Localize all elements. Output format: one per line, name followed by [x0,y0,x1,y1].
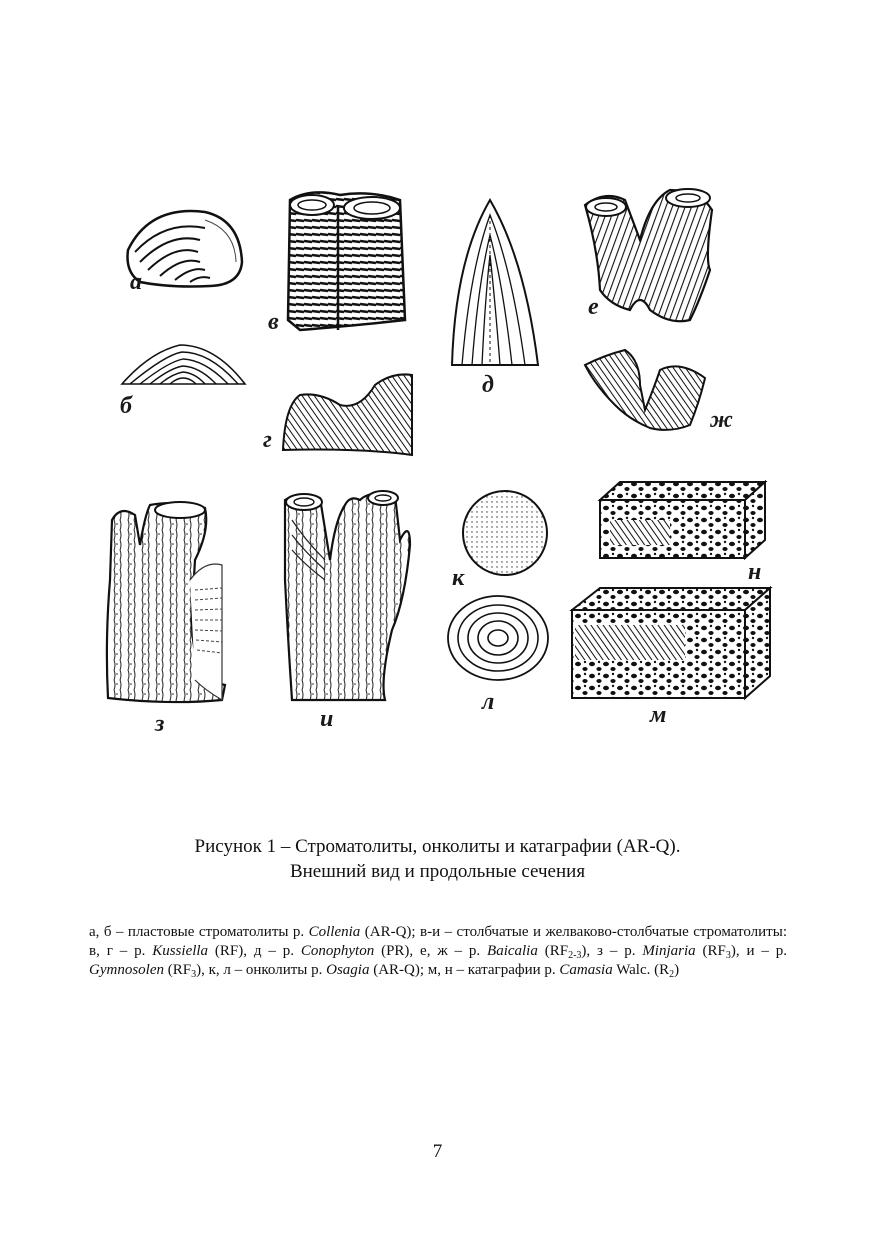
drawing-b-collenia-section [122,345,245,384]
legend-subscript: 2 [669,969,675,980]
legend-text: (RF [695,943,726,959]
legend-text: Walc. (R [612,962,670,978]
label-m: м [650,702,667,728]
legend-text: ) [674,962,680,978]
legend-genus: Collenia [308,924,361,940]
drawing-m-camasia [572,588,770,698]
drawing-i-gymnosolen [285,491,410,700]
legend-text: (PR), е, ж – р. [374,943,488,959]
figure-caption [0,834,875,884]
page-number: 7 [432,1141,443,1162]
label-d: д [482,372,494,398]
drawing-n-camasia [600,482,765,558]
legend-genus: Gymnosolen [89,962,164,978]
label-i: и [320,706,334,732]
legend-subscript: 3 [725,950,731,961]
drawing-d-conophyton [452,200,538,365]
drawing-zh-baicalia-section [585,350,705,430]
legend-genus: Osagia [326,962,370,978]
label-z: з [155,711,165,737]
label-g: г [263,427,272,453]
caption-line-1: Рисунок 1 – Строматолиты, онколиты и катаграфии (AR-Q). [194,836,681,857]
legend-text: (AR-Q); м, н – катаграфии р. [369,962,560,978]
drawing-e-baicalia [585,189,712,321]
drawing-a-collenia [128,211,243,286]
label-v: в [268,309,279,335]
label-l: л [482,689,495,715]
drawing-v-kussiella [288,192,405,330]
label-n: н [748,559,762,585]
legend-text: ), к, л – онколиты р. [196,962,327,978]
legend-text: ), з – р. [581,943,643,959]
legend-subscript: 3 [191,969,197,980]
legend-genus: Camasia [559,962,613,978]
label-zh: ж [710,407,733,433]
legend-text: (AR-Q); в-и – столбчатые и желваково-столбчатые строматолиты: в, г – р. [89,924,787,959]
legend-text: (RF [164,962,192,978]
label-b: б [120,393,132,419]
label-k: к [452,565,465,591]
drawing-z-minjaria [107,502,225,702]
legend-genus: Conophyton [300,943,375,959]
legend-genus: Kussiella [152,943,209,959]
legend-genus: Baicalia [487,943,538,959]
legend-text: (RF [537,943,569,959]
caption-line-2: Внешний вид и продольные сечения [289,861,586,882]
legend-text: а, б – пластовые строматолиты р. [89,924,309,940]
drawing-l-osagia-section [448,596,548,680]
legend-text: ), и – р. [730,943,787,959]
label-a: а [130,269,142,295]
legend-subscript: 2-3 [568,950,582,961]
label-e: е [588,294,599,320]
drawing-g-kussiella-section [283,374,412,455]
drawing-k-osagia [463,491,547,575]
figure-legend [89,923,787,980]
legend-text: (RF), д – р. [208,943,301,959]
legend-genus: Minjaria [642,943,696,959]
